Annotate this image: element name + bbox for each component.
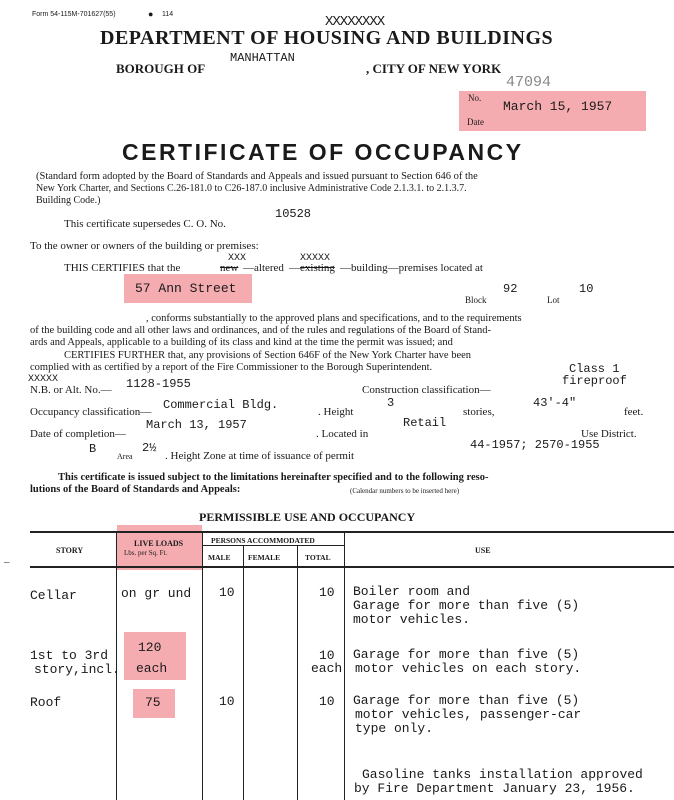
header-live-loads-sub: Lbs. per Sq. Ft. [124, 549, 168, 557]
construction-value-1: Class 1 [569, 362, 620, 376]
row1-load: on gr und [121, 586, 192, 601]
certifies-prefix: THIS CERTIFIES that the [64, 262, 181, 274]
header-persons: PERSONS ACCOMMODATED [211, 536, 315, 545]
table-title: PERMISSIBLE USE AND OCCUPANCY [199, 510, 416, 524]
mark-existing: XXXXX [300, 253, 331, 264]
col-divider-4 [297, 546, 298, 800]
supersedes-label: This certificate supersedes C. O. No. [64, 218, 226, 230]
lot-value: 10 [579, 282, 594, 296]
row3-use-3: type only. [355, 721, 434, 736]
margin-dash: – [4, 556, 10, 568]
form-id: Form 54-115M-701627(55) [32, 11, 116, 18]
col-divider-2 [202, 531, 203, 800]
nb-mark: XXXXX [28, 374, 59, 385]
page-title: CERTIFICATE OF OCCUPANCY [122, 139, 524, 165]
occupancy-value: Commercial Bldg. [163, 398, 279, 412]
feet-label: feet. [624, 406, 644, 418]
row3-total: 10 [319, 694, 335, 709]
date-label: Date [467, 117, 484, 127]
row2-use-2: motor vehicles on each story. [355, 661, 582, 676]
height-value: 3 [387, 396, 395, 410]
header-use: USE [475, 546, 491, 555]
preamble-line-1: (Standard form adopted by the Board of Standards and Appeals and issued pursuant to Section 646 of the [36, 171, 478, 182]
row2-load: 120 [138, 640, 162, 655]
footnote-line-1: Gasoline tanks installation approved [362, 767, 643, 782]
header-female: FEMALE [248, 553, 281, 562]
block-label: Block [465, 295, 487, 305]
borough-label: BOROUGH OF [116, 61, 206, 76]
row3-use-1: Garage for more than five (5) [353, 693, 580, 708]
occupancy-label: Occupancy classification— [30, 406, 152, 418]
form-seal-icon: ● [148, 9, 154, 19]
table-top-rule [30, 531, 674, 533]
further-line-2: complied with as certified by a report of the Fire Commissioner to the Borough Superintendent. [30, 362, 433, 373]
certifies-suffix: building—premises located at [351, 262, 483, 274]
preamble-line-3: Building Code.) [36, 195, 101, 206]
completion-label: Date of completion— [30, 428, 126, 440]
row3-load: 75 [145, 695, 161, 710]
row1-use-3: motor vehicles. [353, 612, 471, 627]
word-altered: altered [254, 262, 284, 274]
located-label: . Located in [316, 428, 369, 440]
nb-label: N.B. or Alt. No.— [30, 384, 112, 396]
conforms-line-1: , conforms substantially to the approved plans and specifications, and to the requirements [146, 313, 522, 324]
mark-new: XXX [228, 253, 247, 264]
stories-label: stories, [463, 406, 495, 418]
row3-story: Roof [30, 695, 62, 710]
department-heading: DEPARTMENT OF HOUSING AND BUILDINGS [100, 27, 554, 49]
use-district-value: 44-1957; 2570-1955 [470, 438, 600, 452]
word-existing: existing [300, 262, 335, 274]
address-value: 57 Ann Street [135, 281, 237, 296]
row2-load-2: each [136, 661, 168, 676]
block-value: 92 [503, 282, 518, 296]
col-divider-5 [344, 531, 345, 800]
row1-total: 10 [319, 585, 335, 600]
table-persons-rule [202, 545, 344, 546]
area-label: Area [117, 452, 133, 461]
area-num: 2½ [142, 441, 157, 455]
row2-total-2: each [311, 661, 343, 676]
to-owner: To the owner or owners of the building or premises: [30, 240, 259, 252]
row3-use-2: motor vehicles, passenger-car [355, 707, 582, 722]
footnote-line-2: by Fire Department January 23, 1956. [354, 781, 635, 796]
conforms-line-2: of the building code and all other laws and ordinances, and of the rules and regulations of the Board of Stand- [30, 325, 491, 336]
dash-2: — [289, 262, 300, 274]
construction-label: Construction classification— [362, 384, 491, 396]
row1-story: Cellar [30, 588, 77, 603]
row3-male: 10 [219, 694, 235, 709]
date-value: March 15, 1957 [503, 99, 613, 114]
number-label: No. [468, 93, 482, 103]
overtype-marks: XXXXXXXX [325, 14, 385, 30]
word-new: new [220, 262, 239, 274]
height-zone-label: . Height Zone at time of issuance of permit [165, 450, 355, 462]
construction-value-2: fireproof [562, 374, 627, 388]
conforms-line-3: ards and Appeals, applicable to a building of its class and kind at the time the permit was issued; and [30, 337, 453, 348]
limitations-note: (Calendar numbers to be inserted here) [350, 487, 460, 495]
completion-value: March 13, 1957 [146, 418, 247, 432]
header-live-loads: LIVE LOADS [134, 539, 184, 548]
header-total: TOTAL [305, 553, 331, 562]
dash-3: — [340, 262, 351, 274]
feet-value: 43'-4" [533, 396, 577, 410]
table-header-rule [30, 566, 674, 568]
row2-story-2: story,incl. [34, 662, 120, 677]
city-label: , CITY OF NEW YORK [366, 61, 502, 76]
supersedes-value: 10528 [275, 207, 312, 221]
located-value: Retail [403, 416, 447, 430]
nb-value: 1128-1955 [126, 377, 191, 391]
borough-value: MANHATTAN [230, 51, 295, 65]
row2-story: 1st to 3rd [30, 648, 109, 663]
row1-use-1: Boiler room and [353, 584, 471, 599]
row1-male: 10 [219, 585, 235, 600]
area-value: B [89, 442, 97, 456]
limitations-line-2: lutions of the Board of Standards and Appeals: [30, 484, 241, 495]
dash-1: — [243, 262, 254, 274]
certificate-number: 47094 [506, 74, 552, 91]
lot-label: Lot [547, 295, 560, 305]
header-male: MALE [208, 553, 231, 562]
row2-use-1: Garage for more than five (5) [353, 647, 580, 662]
preamble-line-2: New York Charter, and Sections C.26-181.0 to C26-187.0 inclusive Administrative Code 2.1.3.1. to 2.1.3.7. [36, 183, 467, 194]
row1-use-2: Garage for more than five (5) [353, 598, 580, 613]
height-label: . Height [318, 406, 354, 418]
form-code: 114 [162, 11, 174, 18]
use-district-label: Use District. [581, 428, 637, 440]
row2-total: 10 [319, 648, 335, 663]
col-divider-3 [243, 546, 244, 800]
limitations-line-1: This certificate is issued subject to the limitations hereinafter specified and to the following reso- [58, 472, 489, 483]
further-line-1: CERTIFIES FURTHER that, any provisions of Section 646F of the New York Charter have been [64, 350, 472, 361]
header-story: STORY [56, 546, 84, 555]
